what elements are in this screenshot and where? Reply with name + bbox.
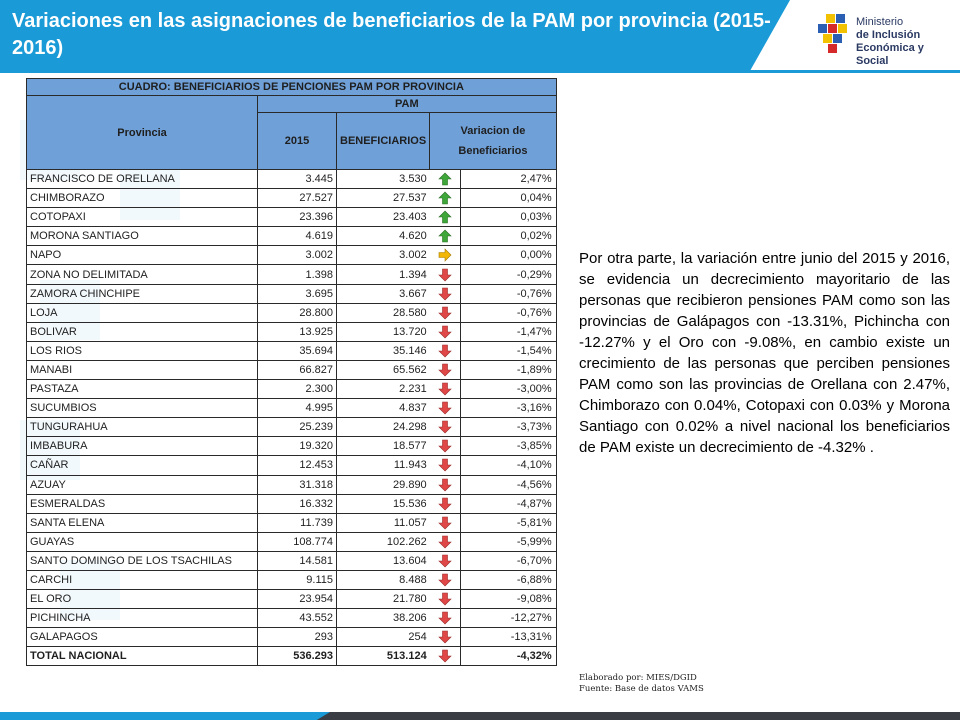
cell-beneficiarios: 13.604: [337, 551, 430, 570]
arrow-down-icon: [438, 402, 452, 414]
cell-2015: 3.445: [258, 170, 337, 189]
arrow-down-icon: [438, 498, 452, 510]
trend-arrow-cell: [430, 380, 461, 399]
cell-beneficiarios: 13.720: [337, 322, 430, 341]
table-row: [27, 532, 557, 551]
page-title: Variaciones en las asignaciones de beneficiarios de la PAM por provincia (2015-2016): [12, 10, 771, 59]
cell-2015: 2.300: [258, 380, 337, 399]
cell-beneficiarios: 4.837: [337, 399, 430, 418]
arrow-down-icon: [438, 612, 452, 624]
cell-2015: 19.320: [258, 437, 337, 456]
table-row: [27, 303, 557, 322]
table-row: [27, 322, 557, 341]
trend-arrow-cell: [430, 265, 461, 284]
cell-variacion: -4,56%: [460, 475, 556, 494]
cell-variacion: -13,31%: [460, 628, 556, 647]
col-header-variacion: Variacion de Beneficiarios: [430, 113, 557, 170]
logo-line-3: Económica y Social: [856, 42, 924, 67]
source-author: Elaborado por: MIES/DGID: [579, 673, 697, 683]
table-row: [27, 341, 557, 360]
cell-2015: 9.115: [258, 570, 337, 589]
trend-arrow-cell: [430, 437, 461, 456]
cell-variacion: -4,10%: [460, 456, 556, 475]
arrow-down-icon: [438, 364, 452, 376]
cell-variacion: 0,03%: [460, 208, 556, 227]
cell-variacion: -5,81%: [460, 513, 556, 532]
cell-2015: 3.695: [258, 284, 337, 303]
cell-variacion: 0,04%: [460, 189, 556, 208]
cell-2015: 28.800: [258, 303, 337, 322]
trend-arrow-cell: [430, 590, 461, 609]
table-row: [27, 418, 557, 437]
cell-beneficiarios: 27.537: [337, 189, 430, 208]
trend-arrow-cell: [430, 628, 461, 647]
cell-provincia: SANTA ELENA: [27, 513, 258, 532]
trend-arrow-cell: [430, 513, 461, 532]
trend-arrow-cell: [430, 399, 461, 418]
trend-arrow-cell: [430, 189, 461, 208]
table-row: [27, 609, 557, 628]
cell-variacion: -3,16%: [460, 399, 556, 418]
trend-arrow-cell: [430, 246, 461, 265]
cell-2015: 23.396: [258, 208, 337, 227]
cell-2015: 293: [258, 628, 337, 647]
cell-provincia: CAÑAR: [27, 456, 258, 475]
trend-arrow-cell: [430, 170, 461, 189]
table-row: [27, 265, 557, 284]
cell-provincia: FRANCISCO DE ORELLANA: [27, 170, 258, 189]
arrow-down-icon: [438, 517, 452, 529]
trend-arrow-cell: [430, 284, 461, 303]
analysis-paragraph: Por otra parte, la variación entre junio del 2015 y 2016, se evidencia un decrecimiento mayoritario de las personas que recibieron pensiones PAM como son las provincias de Galápagos con -13.31%, Pichincha con -12.27% y el Oro con -9.08%, en cambio existe un crecimiento de las personas que perciben pensiones PAM como son las provincias de Orellana con 2.47%, Chimborazo con 0.04%, Cotopaxi con 0.03% y Morona Santiago con 0.02% a nivel nacional los beneficiarios de PAM existe un decrecimiento de -4.32% .: [579, 250, 950, 456]
cell-beneficiarios: 2.231: [337, 380, 430, 399]
arrow-down-icon: [438, 650, 452, 662]
table-row: [27, 246, 557, 265]
cell-provincia: GALAPAGOS: [27, 628, 258, 647]
cell-provincia: COTOPAXI: [27, 208, 258, 227]
cell-provincia: ESMERALDAS: [27, 494, 258, 513]
cell-2015: 3.002: [258, 246, 337, 265]
cell-variacion: -1,47%: [460, 322, 556, 341]
arrow-down-icon: [438, 307, 452, 319]
cell-2015: 13.925: [258, 322, 337, 341]
cell-beneficiarios: 65.562: [337, 360, 430, 379]
trend-arrow-cell: [430, 208, 461, 227]
cell-2015: 35.694: [258, 341, 337, 360]
cell-variacion: -5,99%: [460, 532, 556, 551]
cell-beneficiarios: 1.394: [337, 265, 430, 284]
table-row: [27, 456, 557, 475]
arrow-down-icon: [438, 421, 452, 433]
cell-beneficiarios: 8.488: [337, 570, 430, 589]
arrow-up-icon: [438, 211, 452, 223]
col-header-beneficiarios: BENEFICIARIOS: [337, 113, 430, 170]
cell-beneficiarios: 15.536: [337, 494, 430, 513]
cell-provincia: ZAMORA CHINCHIPE: [27, 284, 258, 303]
table-row: [27, 437, 557, 456]
table-row: [27, 284, 557, 303]
cell-beneficiarios: 35.146: [337, 341, 430, 360]
trend-arrow-cell: [430, 647, 461, 666]
cell-provincia: AZUAY: [27, 475, 258, 494]
cell-beneficiarios: 28.580: [337, 303, 430, 322]
cell-beneficiarios: 38.206: [337, 609, 430, 628]
cell-beneficiarios: 23.403: [337, 208, 430, 227]
table-row: [27, 475, 557, 494]
footer-accent: [0, 712, 330, 720]
header: [0, 0, 960, 73]
cell-beneficiarios: 3.002: [337, 246, 430, 265]
source-database: Fuente: Base de datos VAMS: [579, 684, 704, 694]
cell-beneficiarios: 254: [337, 628, 430, 647]
cell-2015: 536.293: [258, 647, 337, 666]
cell-variacion: -3,73%: [460, 418, 556, 437]
trend-arrow-cell: [430, 360, 461, 379]
cell-provincia: SANTO DOMINGO DE LOS TSACHILAS: [27, 551, 258, 570]
cell-provincia: BOLIVAR: [27, 322, 258, 341]
trend-arrow-cell: [430, 570, 461, 589]
arrow-down-icon: [438, 459, 452, 471]
total-row: [27, 647, 557, 666]
ministry-name: [856, 16, 958, 68]
col-header-2015: 2015: [258, 113, 337, 170]
cell-2015: 43.552: [258, 609, 337, 628]
cell-2015: 16.332: [258, 494, 337, 513]
cell-beneficiarios: 24.298: [337, 418, 430, 437]
cell-variacion: -9,08%: [460, 590, 556, 609]
arrow-down-icon: [438, 631, 452, 643]
source-note: [579, 673, 704, 695]
cell-variacion: 0,00%: [460, 246, 556, 265]
arrow-down-icon: [438, 326, 452, 338]
table-row: [27, 570, 557, 589]
arrow-down-icon: [438, 268, 452, 280]
arrow-down-icon: [438, 478, 452, 490]
cell-variacion: -3,00%: [460, 380, 556, 399]
table-row: [27, 208, 557, 227]
cell-variacion: -4,32%: [460, 647, 556, 666]
cell-beneficiarios: 29.890: [337, 475, 430, 494]
cell-provincia: SUCUMBIOS: [27, 399, 258, 418]
arrow-down-icon: [438, 383, 452, 395]
col-header-provincia: Provincia: [27, 96, 258, 170]
cell-beneficiarios: 102.262: [337, 532, 430, 551]
cell-2015: 11.739: [258, 513, 337, 532]
table-row: [27, 494, 557, 513]
arrow-right-icon: [438, 249, 452, 261]
arrow-down-icon: [438, 536, 452, 548]
cell-provincia: CHIMBORAZO: [27, 189, 258, 208]
cell-provincia: TUNGURAHUA: [27, 418, 258, 437]
table-row: [27, 551, 557, 570]
arrow-down-icon: [438, 593, 452, 605]
arrow-down-icon: [438, 574, 452, 586]
cell-provincia: IMBABURA: [27, 437, 258, 456]
cell-variacion: -0,76%: [460, 284, 556, 303]
cell-provincia: TOTAL NACIONAL: [27, 647, 258, 666]
cell-variacion: -1,54%: [460, 341, 556, 360]
header-stripe: [0, 70, 960, 73]
cell-variacion: -12,27%: [460, 609, 556, 628]
cell-variacion: 2,47%: [460, 170, 556, 189]
cell-variacion: -6,70%: [460, 551, 556, 570]
cell-2015: 108.774: [258, 532, 337, 551]
cell-variacion: -1,89%: [460, 360, 556, 379]
cell-beneficiarios: 3.530: [337, 170, 430, 189]
cell-2015: 4.619: [258, 227, 337, 246]
cell-provincia: PICHINCHA: [27, 609, 258, 628]
cell-variacion: -6,88%: [460, 570, 556, 589]
cell-variacion: -0,29%: [460, 265, 556, 284]
cell-2015: 12.453: [258, 456, 337, 475]
cell-2015: 1.398: [258, 265, 337, 284]
cell-provincia: MANABI: [27, 360, 258, 379]
trend-arrow-cell: [430, 322, 461, 341]
cell-beneficiarios: 18.577: [337, 437, 430, 456]
trend-arrow-cell: [430, 475, 461, 494]
table-row: [27, 360, 557, 379]
trend-arrow-cell: [430, 551, 461, 570]
cell-2015: 14.581: [258, 551, 337, 570]
cell-variacion: -4,87%: [460, 494, 556, 513]
cell-beneficiarios: 11.057: [337, 513, 430, 532]
trend-arrow-cell: [430, 456, 461, 475]
table-row: [27, 380, 557, 399]
trend-arrow-cell: [430, 609, 461, 628]
cell-provincia: GUAYAS: [27, 532, 258, 551]
arrow-down-icon: [438, 555, 452, 567]
arrow-up-icon: [438, 192, 452, 204]
cell-2015: 25.239: [258, 418, 337, 437]
cell-variacion: 0,02%: [460, 227, 556, 246]
cell-provincia: ZONA NO DELIMITADA: [27, 265, 258, 284]
table-row: [27, 399, 557, 418]
trend-arrow-cell: [430, 303, 461, 322]
table-row: [27, 189, 557, 208]
table-row: [27, 227, 557, 246]
table-row: [27, 628, 557, 647]
cell-provincia: LOJA: [27, 303, 258, 322]
cell-2015: 27.527: [258, 189, 337, 208]
arrow-down-icon: [438, 288, 452, 300]
arrow-up-icon: [438, 230, 452, 242]
ministry-logo-icon: [818, 14, 852, 54]
cell-provincia: EL ORO: [27, 590, 258, 609]
cell-provincia: LOS RIOS: [27, 341, 258, 360]
trend-arrow-cell: [430, 227, 461, 246]
arrow-down-icon: [438, 440, 452, 452]
cell-2015: 4.995: [258, 399, 337, 418]
trend-arrow-cell: [430, 494, 461, 513]
table-caption: CUADRO: BENEFICIARIOS DE PENCIONES PAM POR PROVINCIA: [27, 79, 557, 96]
cell-provincia: PASTAZA: [27, 380, 258, 399]
trend-arrow-cell: [430, 532, 461, 551]
table-row: [27, 170, 557, 189]
cell-beneficiarios: 11.943: [337, 456, 430, 475]
cell-provincia: MORONA SANTIAGO: [27, 227, 258, 246]
cell-provincia: CARCHI: [27, 570, 258, 589]
pam-table: [26, 78, 557, 666]
table-row: [27, 590, 557, 609]
arrow-down-icon: [438, 345, 452, 357]
cell-beneficiarios: 513.124: [337, 647, 430, 666]
table-row: [27, 513, 557, 532]
logo-line-2: de Inclusión: [856, 29, 921, 41]
cell-2015: 23.954: [258, 590, 337, 609]
cell-variacion: -0,76%: [460, 303, 556, 322]
trend-arrow-cell: [430, 418, 461, 437]
arrow-up-icon: [438, 173, 452, 185]
col-group-pam: PAM: [258, 96, 557, 113]
ministry-logo: [818, 12, 958, 67]
cell-2015: 31.318: [258, 475, 337, 494]
cell-beneficiarios: 4.620: [337, 227, 430, 246]
cell-beneficiarios: 3.667: [337, 284, 430, 303]
logo-line-1: Ministerio: [856, 16, 904, 28]
trend-arrow-cell: [430, 341, 461, 360]
cell-variacion: -3,85%: [460, 437, 556, 456]
cell-provincia: NAPO: [27, 246, 258, 265]
cell-2015: 66.827: [258, 360, 337, 379]
cell-beneficiarios: 21.780: [337, 590, 430, 609]
